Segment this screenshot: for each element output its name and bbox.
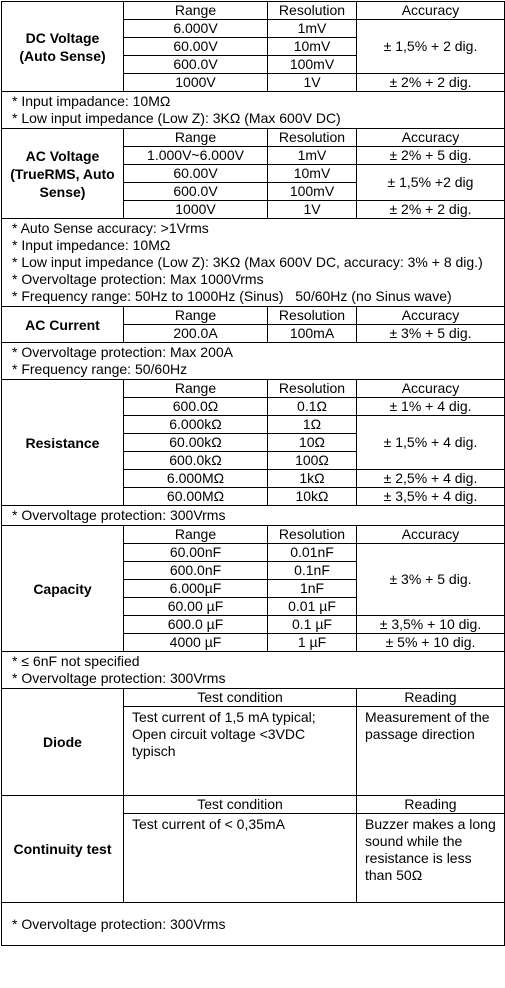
ac-voltage-label: AC Voltage (TrueRMS, Auto Sense) xyxy=(2,129,124,219)
resolution-header: Resolution xyxy=(268,2,357,20)
test-condition-header: Test condition xyxy=(124,689,357,707)
range-header: Range xyxy=(124,380,268,398)
note-line: * ≤ 6nF not specified xyxy=(12,653,140,669)
resolution-cell: 100mV xyxy=(268,56,357,74)
accuracy-cell: ± 1,5% + 4 dig. xyxy=(357,416,505,470)
range-cell: 6.000kΩ xyxy=(124,416,268,434)
table-row xyxy=(2,526,505,544)
range-cell: 60.00kΩ xyxy=(124,434,268,452)
continuity-condition: Test current of < 0,35mA xyxy=(124,814,357,903)
range-header: Range xyxy=(124,2,268,20)
range-header: Range xyxy=(124,526,268,544)
note-line: * Auto Sense accuracy: >1Vrms xyxy=(12,220,209,236)
range-cell: 1000V xyxy=(124,74,268,92)
resolution-cell: 10kΩ xyxy=(268,488,357,506)
continuity-reading: Buzzer makes a long sound while the resistance is less than 50Ω xyxy=(357,814,505,903)
note-line: * Overvoltage protection: 300Vrms xyxy=(12,670,226,686)
range-cell: 60.00nF xyxy=(124,544,268,562)
resolution-cell: 100Ω xyxy=(268,452,357,470)
resolution-cell: 1V xyxy=(268,201,357,219)
range-cell: 60.00MΩ xyxy=(124,488,268,506)
resolution-cell: 100mV xyxy=(268,183,357,201)
accuracy-cell: ± 3,5% + 4 dig. xyxy=(357,488,505,506)
range-cell: 6.000µF xyxy=(124,580,268,598)
resolution-cell: 1mV xyxy=(268,20,357,38)
range-cell: 600.0nF xyxy=(124,562,268,580)
diode-condition: Test current of 1,5 mA typical; Open circuit voltage <3VDC typisch xyxy=(124,707,357,796)
accuracy-header: Accuracy xyxy=(357,307,505,325)
accuracy-cell: ± 1% + 4 dig. xyxy=(357,398,505,416)
resolution-cell: 10Ω xyxy=(268,434,357,452)
note-line: * Low input impedance (Low Z): 3KΩ (Max 600V DC, accuracy: 3% + 8 dig.) xyxy=(12,254,483,270)
resolution-cell: 0.1Ω xyxy=(268,398,357,416)
specifications-table xyxy=(1,1,505,946)
notes-row xyxy=(2,506,505,526)
spec-table xyxy=(1,1,504,946)
table-row xyxy=(2,2,505,20)
resolution-cell: 100mA xyxy=(268,325,357,343)
notes-row xyxy=(2,343,505,380)
resolution-cell: 0.01nF xyxy=(268,544,357,562)
resistance-label: Resistance xyxy=(2,380,124,506)
continuity-label: Continuity test xyxy=(2,796,124,903)
notes-row xyxy=(2,903,505,946)
diode-reading: Measurement of the passage direction xyxy=(357,707,505,796)
resistance-notes xyxy=(2,506,505,526)
accuracy-cell: ± 2% + 2 dig. xyxy=(357,201,505,219)
note-line: * Overvoltage protection: Max 200A xyxy=(12,344,234,360)
range-cell: 60.00V xyxy=(124,165,268,183)
resolution-header: Resolution xyxy=(268,526,357,544)
resolution-header: Resolution xyxy=(268,129,357,147)
continuity-notes xyxy=(2,903,505,946)
table-row xyxy=(2,129,505,147)
note-line: * Overvoltage protection: 300Vrms xyxy=(12,507,226,523)
note-line: * Overvoltage protection: Max 1000Vrms xyxy=(12,271,264,287)
ac-current-label: AC Current xyxy=(2,307,124,343)
note-line: * Low input impedance (Low Z): 3KΩ (Max 600V DC) xyxy=(12,110,341,126)
notes-row xyxy=(2,92,505,129)
reading-header: Reading xyxy=(357,796,505,814)
note-line: * Frequency range: 50/60Hz xyxy=(12,361,188,377)
accuracy-header: Accuracy xyxy=(357,129,505,147)
resolution-cell: 1 µF xyxy=(268,634,357,652)
accuracy-cell: ± 3% + 5 dig. xyxy=(357,544,505,616)
resolution-cell: 0.01 µF xyxy=(268,598,357,616)
dc-voltage-label: DC Voltage (Auto Sense) xyxy=(2,2,124,92)
range-header: Range xyxy=(124,307,268,325)
dc-voltage-notes xyxy=(2,92,505,129)
resolution-cell: 10mV xyxy=(268,38,357,56)
resolution-cell: 1Ω xyxy=(268,416,357,434)
reading-header: Reading xyxy=(357,689,505,707)
resolution-cell: 1V xyxy=(268,74,357,92)
note-line: * Overvoltage protection: 300Vrms xyxy=(12,915,226,932)
resolution-header: Resolution xyxy=(268,380,357,398)
range-cell: 60.00V xyxy=(124,38,268,56)
accuracy-header: Accuracy xyxy=(357,380,505,398)
accuracy-cell: ± 2% + 2 dig. xyxy=(357,74,505,92)
accuracy-cell: ± 2,5% + 4 dig. xyxy=(357,470,505,488)
note-line: * Input impedance: 10MΩ xyxy=(12,237,171,253)
accuracy-cell: ± 3% + 5 dig. xyxy=(357,325,505,343)
range-cell: 600.0Ω xyxy=(124,398,268,416)
capacity-notes xyxy=(2,652,505,689)
resolution-cell: 0.1 µF xyxy=(268,616,357,634)
range-cell: 600.0 µF xyxy=(124,616,268,634)
note-line: * Input impadance: 10MΩ xyxy=(12,93,171,109)
notes-row xyxy=(2,652,505,689)
table-row xyxy=(2,380,505,398)
range-header: Range xyxy=(124,129,268,147)
range-cell: 600.0V xyxy=(124,183,268,201)
diode-label: Diode xyxy=(2,689,124,796)
ac-current-notes xyxy=(2,343,505,380)
range-cell: 600.0V xyxy=(124,56,268,74)
resolution-cell: 10mV xyxy=(268,165,357,183)
ac-voltage-notes xyxy=(2,219,505,307)
resolution-cell: 1mV xyxy=(268,147,357,165)
resolution-header: Resolution xyxy=(268,307,357,325)
accuracy-cell: ± 1,5% +2 dig xyxy=(357,165,505,201)
range-cell: 4000 µF xyxy=(124,634,268,652)
note-line: * Frequency range: 50Hz to 1000Hz (Sinus) 50/60Hz (no Sinus wave) xyxy=(12,288,452,304)
accuracy-cell: ± 5% + 10 dig. xyxy=(357,634,505,652)
range-cell: 600.0kΩ xyxy=(124,452,268,470)
range-cell: 1000V xyxy=(124,201,268,219)
table-row xyxy=(2,689,505,707)
table-row xyxy=(2,796,505,814)
range-cell: 6.000MΩ xyxy=(124,470,268,488)
range-cell: 6.000V xyxy=(124,20,268,38)
capacity-label: Capacity xyxy=(2,526,124,652)
accuracy-header: Accuracy xyxy=(357,2,505,20)
accuracy-header: Accuracy xyxy=(357,526,505,544)
range-cell: 200.0A xyxy=(124,325,268,343)
accuracy-cell: ± 3,5% + 10 dig. xyxy=(357,616,505,634)
resolution-cell: 1kΩ xyxy=(268,470,357,488)
resolution-cell: 0.1nF xyxy=(268,562,357,580)
table-row xyxy=(2,307,505,325)
accuracy-cell: ± 1,5% + 2 dig. xyxy=(357,20,505,74)
test-condition-header: Test condition xyxy=(124,796,357,814)
accuracy-cell: ± 2% + 5 dig. xyxy=(357,147,505,165)
resolution-cell: 1nF xyxy=(268,580,357,598)
range-cell: 60.00 µF xyxy=(124,598,268,616)
notes-row xyxy=(2,219,505,307)
range-cell: 1.000V~6.000V xyxy=(124,147,268,165)
